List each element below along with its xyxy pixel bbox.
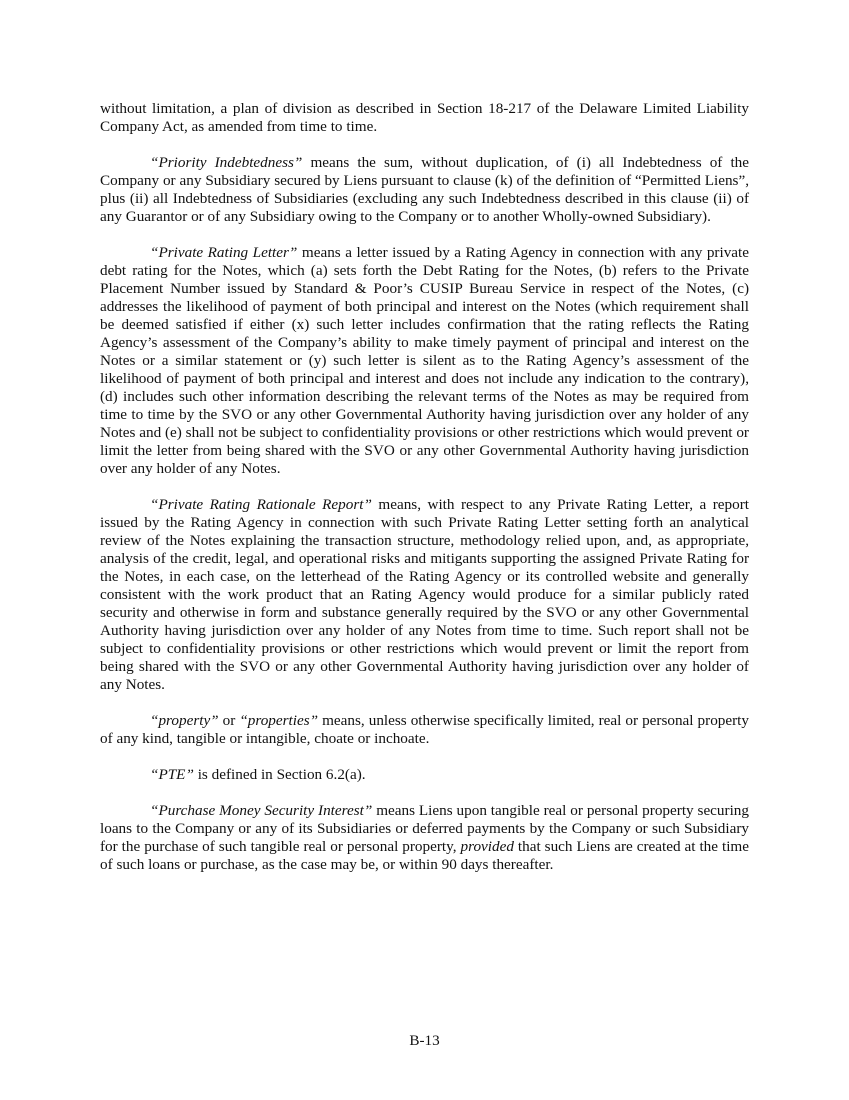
defined-term: “PTE”: [150, 766, 194, 783]
definition-purchase-money-security-interest: [100, 802, 749, 874]
defined-term-alt: “properties”: [239, 712, 319, 729]
defined-term: “Private Rating Rationale Report”: [150, 496, 372, 513]
defined-term: “Private Rating Letter”: [150, 244, 298, 261]
italic-proviso: provided: [460, 838, 514, 855]
continuation-paragraph: [100, 100, 749, 136]
definition-private-rating-rationale-report: [100, 496, 749, 694]
page-number: B-13: [409, 1032, 440, 1049]
definition-text: means, with respect to any Private Rating Letter, a report issued by the Rating Agency in connection with such Private Rating Letter setting forth an analytical review of the Notes explaining the transaction structure, methodology relied upon, and, as appropriate, analysis of the credit, legal, and operational risks and mitigants supporting the assigned Private Rating for the Notes, in each case, on the letterhead of the Rating Agency or its controlled website and generally consistent with the work product that an Rating Agency would produce for a similar publicly rated security and otherwise in form and substance generally required by the SVO or any other Governmental Authority having jurisdiction over any holder of any Notes from time to time. Such report shall not be subject to confidentiality provisions or other restrictions which would prevent or limit the report from being shared with the SVO or any other Governmental Authority having jurisdiction over any holder of any Notes.: [100, 496, 750, 693]
definition-private-rating-letter: [100, 244, 749, 478]
definition-text: means Liens upon tangible real or personal property securing loans to the Company or any of its Subsidiaries or deferred payments by the Company or such Subsidiary for the purchase of such tangible real or personal property,: [100, 802, 749, 855]
definition-property: [100, 712, 749, 748]
document-page: [100, 100, 749, 892]
definition-connector: or: [218, 712, 240, 729]
defined-term: “Priority Indebtedness”: [150, 154, 303, 171]
definition-pte: [100, 766, 749, 784]
definition-text: means a letter issued by a Rating Agency in connection with any private debt rating for the Notes, which (a) sets forth the Debt Rating for the Notes, (b) refers to the Private Placement Number issued by Standard & Poor’s CUSIP Bureau Service in respect of the Notes, (c) addresses the likelihood of payment of both principal and interest on the Notes (which requirement shall be deemed satisfied if either (x) such letter includes confirmation that the rating reflects the Rating Agency’s assessment of the Company’s ability to make timely payment of principal and interest on the Notes or a similar statement or (y) such letter is silent as to the Rating Agency’s assessment of the likelihood of payment of both principal and interest and does not include any indication to the contrary), (d) includes such other information describing the relevant terms of the Notes as may be required from time to time by the SVO or any other Governmental Authority having jurisdiction over any holder of any Notes and (e) shall not be subject to confidentiality provisions or other restrictions which would prevent or limit the letter from being shared with the SVO or any other Governmental Authority having jurisdiction over any holder of any Notes.: [100, 244, 749, 477]
definition-text-after: that such Liens are created at the time of such loans or purchase, as the case may be, or within 90 days thereafter.: [100, 838, 749, 873]
definition-priority-indebtedness: [100, 154, 749, 226]
definition-text: means the sum, without duplication, of (i) all Indebtedness of the Company or any Subsidiary secured by Liens pursuant to clause (k) of the definition of “Permitted Liens”, plus (ii) all Indebtedness of Subsidiaries (excluding any such Indebtedness described in this clause (ii) of any Guarantor or of any Subsidiary owing to the Company or to another Wholly-owned Subsidiary).: [100, 154, 749, 225]
defined-term: “Purchase Money Security Interest”: [150, 802, 373, 819]
definition-text: means, unless otherwise specifically limited, real or personal property of any kind, tangible or intangible, choate or inchoate.: [100, 712, 749, 747]
definition-text: is defined in Section 6.2(a).: [193, 766, 366, 783]
paragraph-text: without limitation, a plan of division as described in Section 18-217 of the Delaware Limited Liability Company Act, as amended from time to time.: [100, 100, 749, 135]
defined-term: “property”: [150, 712, 219, 729]
